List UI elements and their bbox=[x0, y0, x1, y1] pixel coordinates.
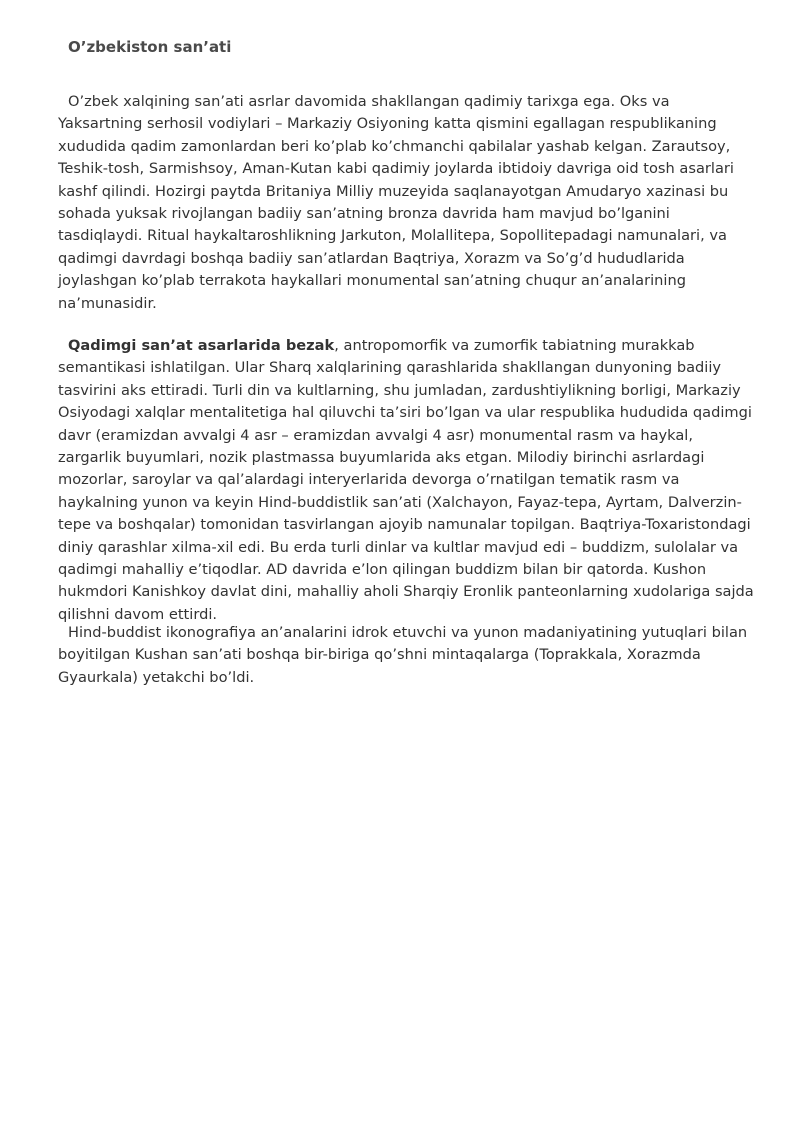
paragraph-1-text: O’zbek xalqining san’ati asrlar davomida shakllangan qadimiy tarixga ega. Oks va Yaksartning serhosil vodiylari – Markaziy Osiyoning katta qismini egallagan respublikaning xududida qadim zamonlardan beri ko’plab ko’chmanchi qabilalar yashab kelgan. Zarautsoy, Teshik-tosh, Sarmishsoy, Aman-Kutan kabi qadimiy joylarda ibtidoiy davriga oid tosh asarlari kashf qilindi. Hozirgi paytda Britaniya Milliy muzeyida saqlanayotgan Amudaryo xazinasi bu sohada yuksak rivojlangan badiiy san’atning bronza davrida ham mavjud bo’lganini tasdiqlaydi. Ritual haykaltaroshlikning Jarkuton, Molallitepa, Sopollitepadagi namunalari, va qadimgi davrdagi boshqa badiiy san’atlardan Baqtriya, Xorazm va So’g’d hududlarida joylashgan ko’plab terrakota haykallari monumental san’atning chuqur an’analarining na’munasidir. bbox=[58, 93, 734, 312]
document-title: O’zbekiston san’ati bbox=[68, 38, 232, 56]
paragraph-2-bold-lead: Qadimgi san’at asarlarida bezak bbox=[68, 337, 335, 354]
paragraph-1 bbox=[58, 91, 758, 315]
paragraph-3 bbox=[58, 622, 758, 689]
paragraph-3-text: Hind-buddist ikonografiya an’analarini idrok etuvchi va yunon madaniyatining yutuqlari bilan boyitilgan Kushan san’ati boshqa bir-biriga qo’shni mintaqalarga (Toprakkala, Xorazmda Gyaurkala) yetakchi bo’ldi. bbox=[58, 624, 748, 686]
paragraph-2-text: , antropomorfik va zumorfik tabiatning murakkab semantikasi ishlatilgan. Ular Sharq xalqlarining qarashlarida shakllangan dunyoning badiiy tasvirini aks ettiradi. Turli din va kultlarning, shu jumladan, zardushtiylikning borligi, Markaziy Osiyodagi xalqlar mentalitetiga hal qiluvchi ta’siri bo’lgan va ular respublika hududida qadimgi davr (eramizdan avvalgi 4 asr – eramizdan avvalgi 4 asr) monumental rasm va haykal, zargarlik buyumlari, nozik plastmassa buyumlarida aks etgan. Milodiy birinchi asrlardagi mozorlar, saroylar va qal’alardagi interyerlarida devorga o’rnatilgan tematik rasm va haykalning yunon va keyin Hind-buddistlik san’ati (Xalchayon, Fayaz-tepa, Ayrtam, Dalverzin-tepe va boshqalar) tomonidan tasvirlangan ajoyib namunalar topilgan. Baqtriya-Toxaristondagi diniy qarashlar xilma-xil edi. Bu erda turli dinlar va kultlar mavjud edi – buddizm, sulolalar va qadimgi mahalliy e’tiqodlar. AD davrida e’lon qilingan buddizm bilan bir qatorda. Kushon hukmdori Kanishkoy davlat dini, mahalliy aholi Sharqiy Eronlik panteonlarning xudolariga sajda qilishni davom ettirdi. bbox=[58, 337, 754, 623]
paragraph-2 bbox=[58, 335, 758, 626]
